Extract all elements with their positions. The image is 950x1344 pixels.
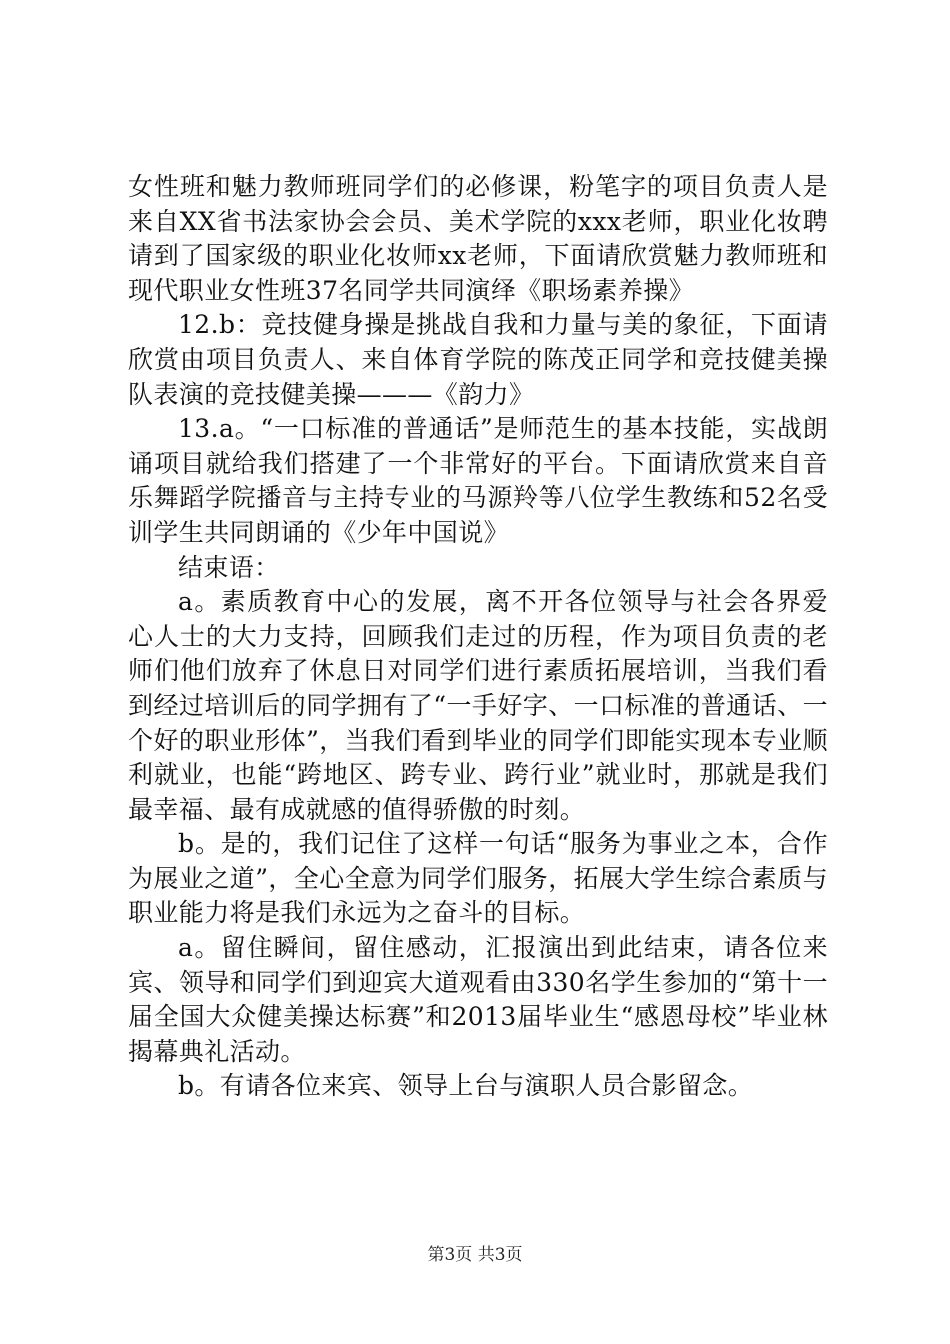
paragraph-closing-b1: b。是的，我们记住了这样一句话“服务为事业之本，合作为展业之道”，全心全意为同学们服务，拓展大学生综合素质与职业能力将是我们永远为之奋斗的目标。 (128, 829, 828, 928)
paragraph-continuation: 女性班和魅力教师班同学们的必修课，粉笔字的项目负责人是来自XX省书法家协会会员、美术学院的xxx老师，职业化妆聘请到了国家级的职业化妆师xx老师，下面请欣赏魅力教师班和现代职业女性班37名同学共同演绎《职场素养操》 (128, 172, 828, 305)
paragraph-item-13: 13.a。“一口标准的普通话”是师范生的基本技能，实战朗诵项目就给我们搭建了一个非常好的平台。下面请欣赏来自音乐舞蹈学院播音与主持专业的马源羚等八位学生教练和52名受训学生共同朗诵的《少年中国说》 (128, 414, 828, 547)
paragraph-closing-a2: a。留住瞬间，留住感动，汇报演出到此结束，请各位来宾、领导和同学们到迎宾大道观看由330名学生参加的“第十一届全国大众健美操达标赛”和2013届毕业生“感恩母校”毕业林揭幕典礼活动。 (128, 933, 828, 1066)
paragraph-closing-b2: b。有请各位来宾、领导上台与演职人员合影留念。 (178, 1071, 754, 1101)
document-body (128, 170, 828, 1104)
closing-remarks-heading: 结束语： (178, 552, 280, 582)
paragraph-item-12: 12.b：竞技健身操是挑战自我和力量与美的象征，下面请欣赏由项目负责人、来自体育学院的陈茂正同学和竞技健美操队表演的竞技健美操———《韵力》 (128, 310, 828, 409)
page-number-footer: 第3页 共3页 (427, 1245, 523, 1265)
paragraph-closing-a1: a。素质教育中心的发展，离不开各位领导与社会各界爱心人士的大力支持，回顾我们走过的历程，作为项目负责的老师们他们放弃了休息日对同学们进行素质拓展培训，当我们看到经过培训后的同学拥有了“一手好字、一口标准的普通话、一个好的职业形体”，当我们看到毕业的同学们即能实现本专业顺利就业，也能“跨地区、跨专业、跨行业”就业时，那就是我们最幸福、最有成就感的值得骄傲的时刻。 (128, 587, 828, 824)
